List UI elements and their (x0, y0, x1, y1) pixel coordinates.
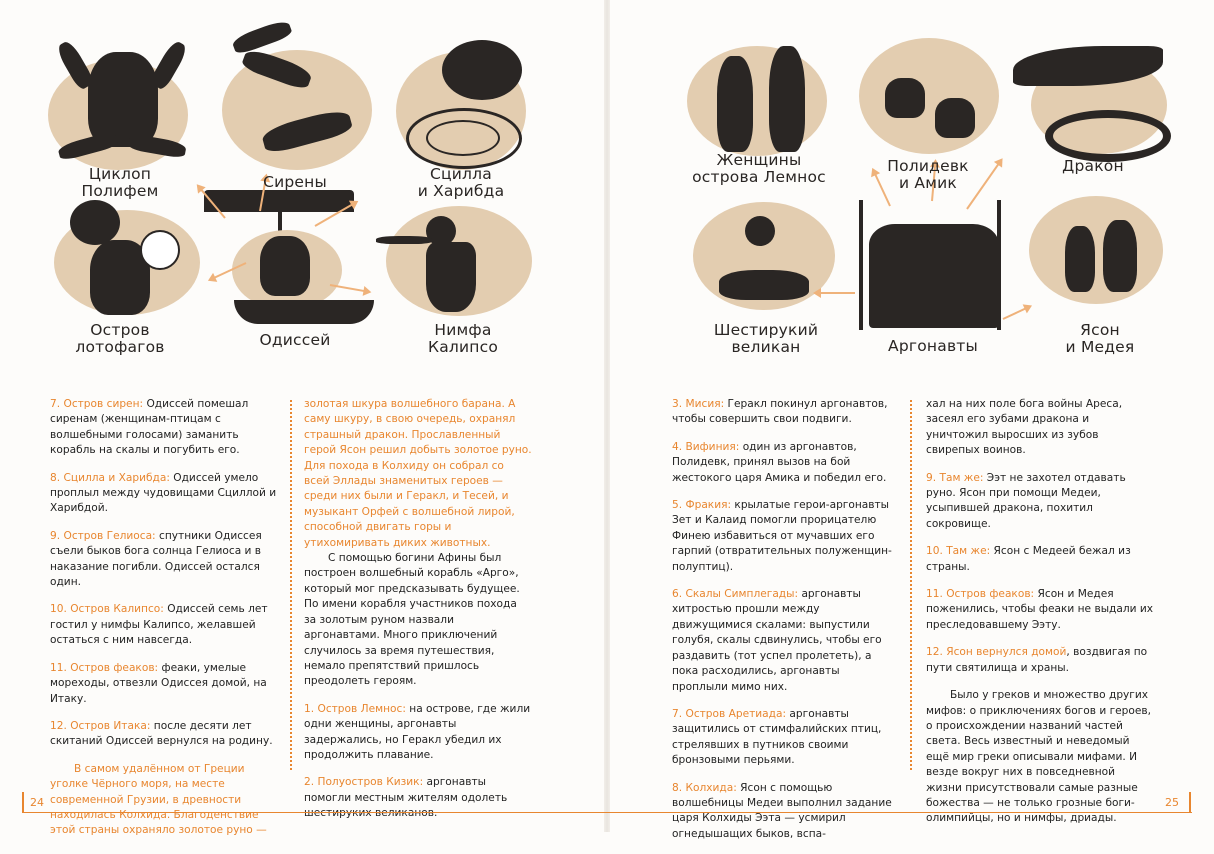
closing-paragraph: Было у греков и множество других мифов: о приключениях богов и героев, о происхождении названий частей света. Весь известный и неведомый ещё мир греки описывали мифами. И везде вокруг них в повседневной жизни присутствовали самые разные божества — не только грозные боги-олимпийцы, но и нимфы, дриады. (926, 689, 1152, 825)
list-item: 10. Там же: Ясон с Медеей бежал из страны. (926, 545, 1131, 573)
list-item: 11. Остров феаков: феаки, умелые мореходы, отвезли Одиссея домой, на Итаку. (50, 661, 267, 705)
illustration-sirens (222, 28, 372, 178)
text-column (50, 397, 278, 851)
story-paragraph: С помощью богини Афины был построен волшебный корабль «Арго», который мог предсказывать будущее. По имени корабля участников похода за золотым руном назвали аргонавтами. Много приключений случилось за время путешествия, немало препятствий пришлось преодолеть героям. (304, 552, 520, 688)
caption-jason-medea: Ясон и Медея (1065, 321, 1135, 356)
illustration-dragon (1003, 36, 1173, 156)
arrow (815, 292, 855, 294)
intro-paragraph: В самом удалённом от Греции уголке Чёрного моря, на месте современной Грузии, в древности находилась Колхида. Благоденствие этой страны охраняло золотое руно — (50, 762, 267, 837)
caption-lemnos: Женщины острова Лемнос (692, 151, 826, 186)
caption-odysseus: Одиссей (259, 331, 331, 349)
column-divider (910, 400, 912, 770)
list-item: 12. Остров Итака: после десяти лет скитаний Одиссей вернулся на родину. (50, 719, 273, 748)
left-page (0, 0, 607, 837)
caption-dragon: Дракон (1062, 157, 1124, 175)
caption-argonauts: Аргонавты (888, 337, 978, 355)
illustration-six-armed-giant (689, 196, 839, 316)
caption-cyclops: Циклоп Полифем (81, 165, 159, 200)
list-item: 3. Мисия: Геракл покинул аргонавтов, чтобы совершить свои подвиги. (672, 398, 888, 426)
page-number-bar (1189, 792, 1191, 812)
illustration-scylla-charybdis (392, 40, 542, 170)
list-item: 12. Ясон вернулся домой, воздвигая по пути святилища и храны. (926, 646, 1148, 674)
illustration-lotus-island (50, 200, 200, 325)
illustration-jason-medea (1019, 196, 1164, 311)
page-number: 25 (1165, 796, 1179, 809)
illustration-lemnos-women (687, 36, 832, 156)
list-item: 5. Фракия: крылатые герои-аргонавты Зет и Калаид помогли прорицателю Финею избавиться от мучавших его гарпий (отвратительных полуженщин-полуптиц). (672, 499, 892, 573)
list-item: 11. Остров феаков: Ясон и Медея поженились, чтобы феаки не выдали их преследовавшему Ээту. (926, 588, 1154, 631)
list-item: 1. Остров Лемнос: на острове, где жили одни женщины, аргонавты задержались, но Геракл убедил их продолжить плавание. (304, 702, 531, 761)
list-item: 7. Остров Аретиада: аргонавты защитились от стимфалийских птиц, стрелявших в путников своими бронзовыми перьями. (672, 707, 882, 767)
list-item: 10. Остров Калипсо: Одиссей семь лет гостил у нимфы Калипсо, желавшей остаться с ним навсегда. (50, 603, 268, 647)
illustration-calypso (376, 200, 536, 325)
footer-rule (22, 812, 607, 813)
right-page (607, 0, 1214, 840)
caption-sirens: Сирены (263, 173, 327, 191)
illustration-cyclops (48, 30, 193, 180)
illustration-polydeuces-amycus (845, 38, 1005, 158)
list-item: 9. Остров Гелиоса: спутники Одиссея съели быков бога солнца Гелиоса и в наказание погибли. Одиссей остался один. (50, 529, 262, 589)
list-item: 6. Скалы Симплегады: аргонавты хитростью прошли между движущимися скалами: выпустили голубя, скалы сдвинулись, чтобы его раздавить (тот успел пролететь), а пока расходились, аргонавты проплыли мимо них. (672, 588, 882, 693)
illustration-odysseus-ship (204, 190, 374, 330)
caption-calypso: Нимфа Калипсо (427, 321, 499, 356)
list-item: 7. Остров сирен: Одиссей помешал сиренам (женщинам-птицам с волшебными голосами) заманить корабль на скалы и погубить его. (50, 398, 249, 457)
list-item: 4. Вифиния: один из аргонавтов, Полидевк, принял вызов на бой жестокого царя Амика и победил его. (672, 440, 887, 484)
list-item: 8. Сцилла и Харибда: Одиссей умело проплыл между чудовищами Сциллой и Харибдой. (50, 471, 277, 515)
list-item: 9. Там же: Ээт не захотел отдавать руно. Ясон при помощи Медеи, усыпившей дракона, похитил сокровище. (926, 471, 1126, 530)
page-number-bar (22, 792, 24, 812)
text-column (672, 397, 898, 854)
caption-polydeuces: Полидевк и Амик (887, 157, 969, 192)
caption-six-armed: Шестирукий великан (713, 321, 819, 356)
caption-scylla: Сцилла и Харибда (417, 165, 505, 200)
text-column (926, 397, 1154, 839)
list-item: 8. Колхида: Ясон с помощью волшебницы Медеи выполнил задание царя Колхиды Ээта — усмирил огнедышащих быков, вспа- (672, 781, 892, 840)
story-paragraph: золотая шкура волшебного барана. А саму шкуру, в свою очередь, охранял страшный дракон. Прославленный герой Ясон решил добыть золотое руно. Для похода в Колхиду он собрал со всей Эллады знаменитых героев — среди них были и Геракл, и Тесей, и музыкант Орфей с волшебной лирой, способной двигать горы и утихомиривать диких животных. (304, 398, 532, 549)
caption-lotus: Остров лотофагов (75, 321, 165, 356)
text-column (304, 397, 532, 834)
footer-rule (607, 812, 1192, 813)
list-item: 2. Полуостров Кизик: аргонавты помогли местным жителям одолеть шестируких великанов. (304, 776, 508, 820)
story-paragraph: хал на них поле бога войны Ареса, засеял его зубами дракона и уничтожил выросших из зубов свирепых воинов. (926, 398, 1123, 457)
illustration-argonauts (859, 200, 1009, 335)
column-divider (290, 400, 292, 770)
page-number: 24 (30, 796, 44, 809)
